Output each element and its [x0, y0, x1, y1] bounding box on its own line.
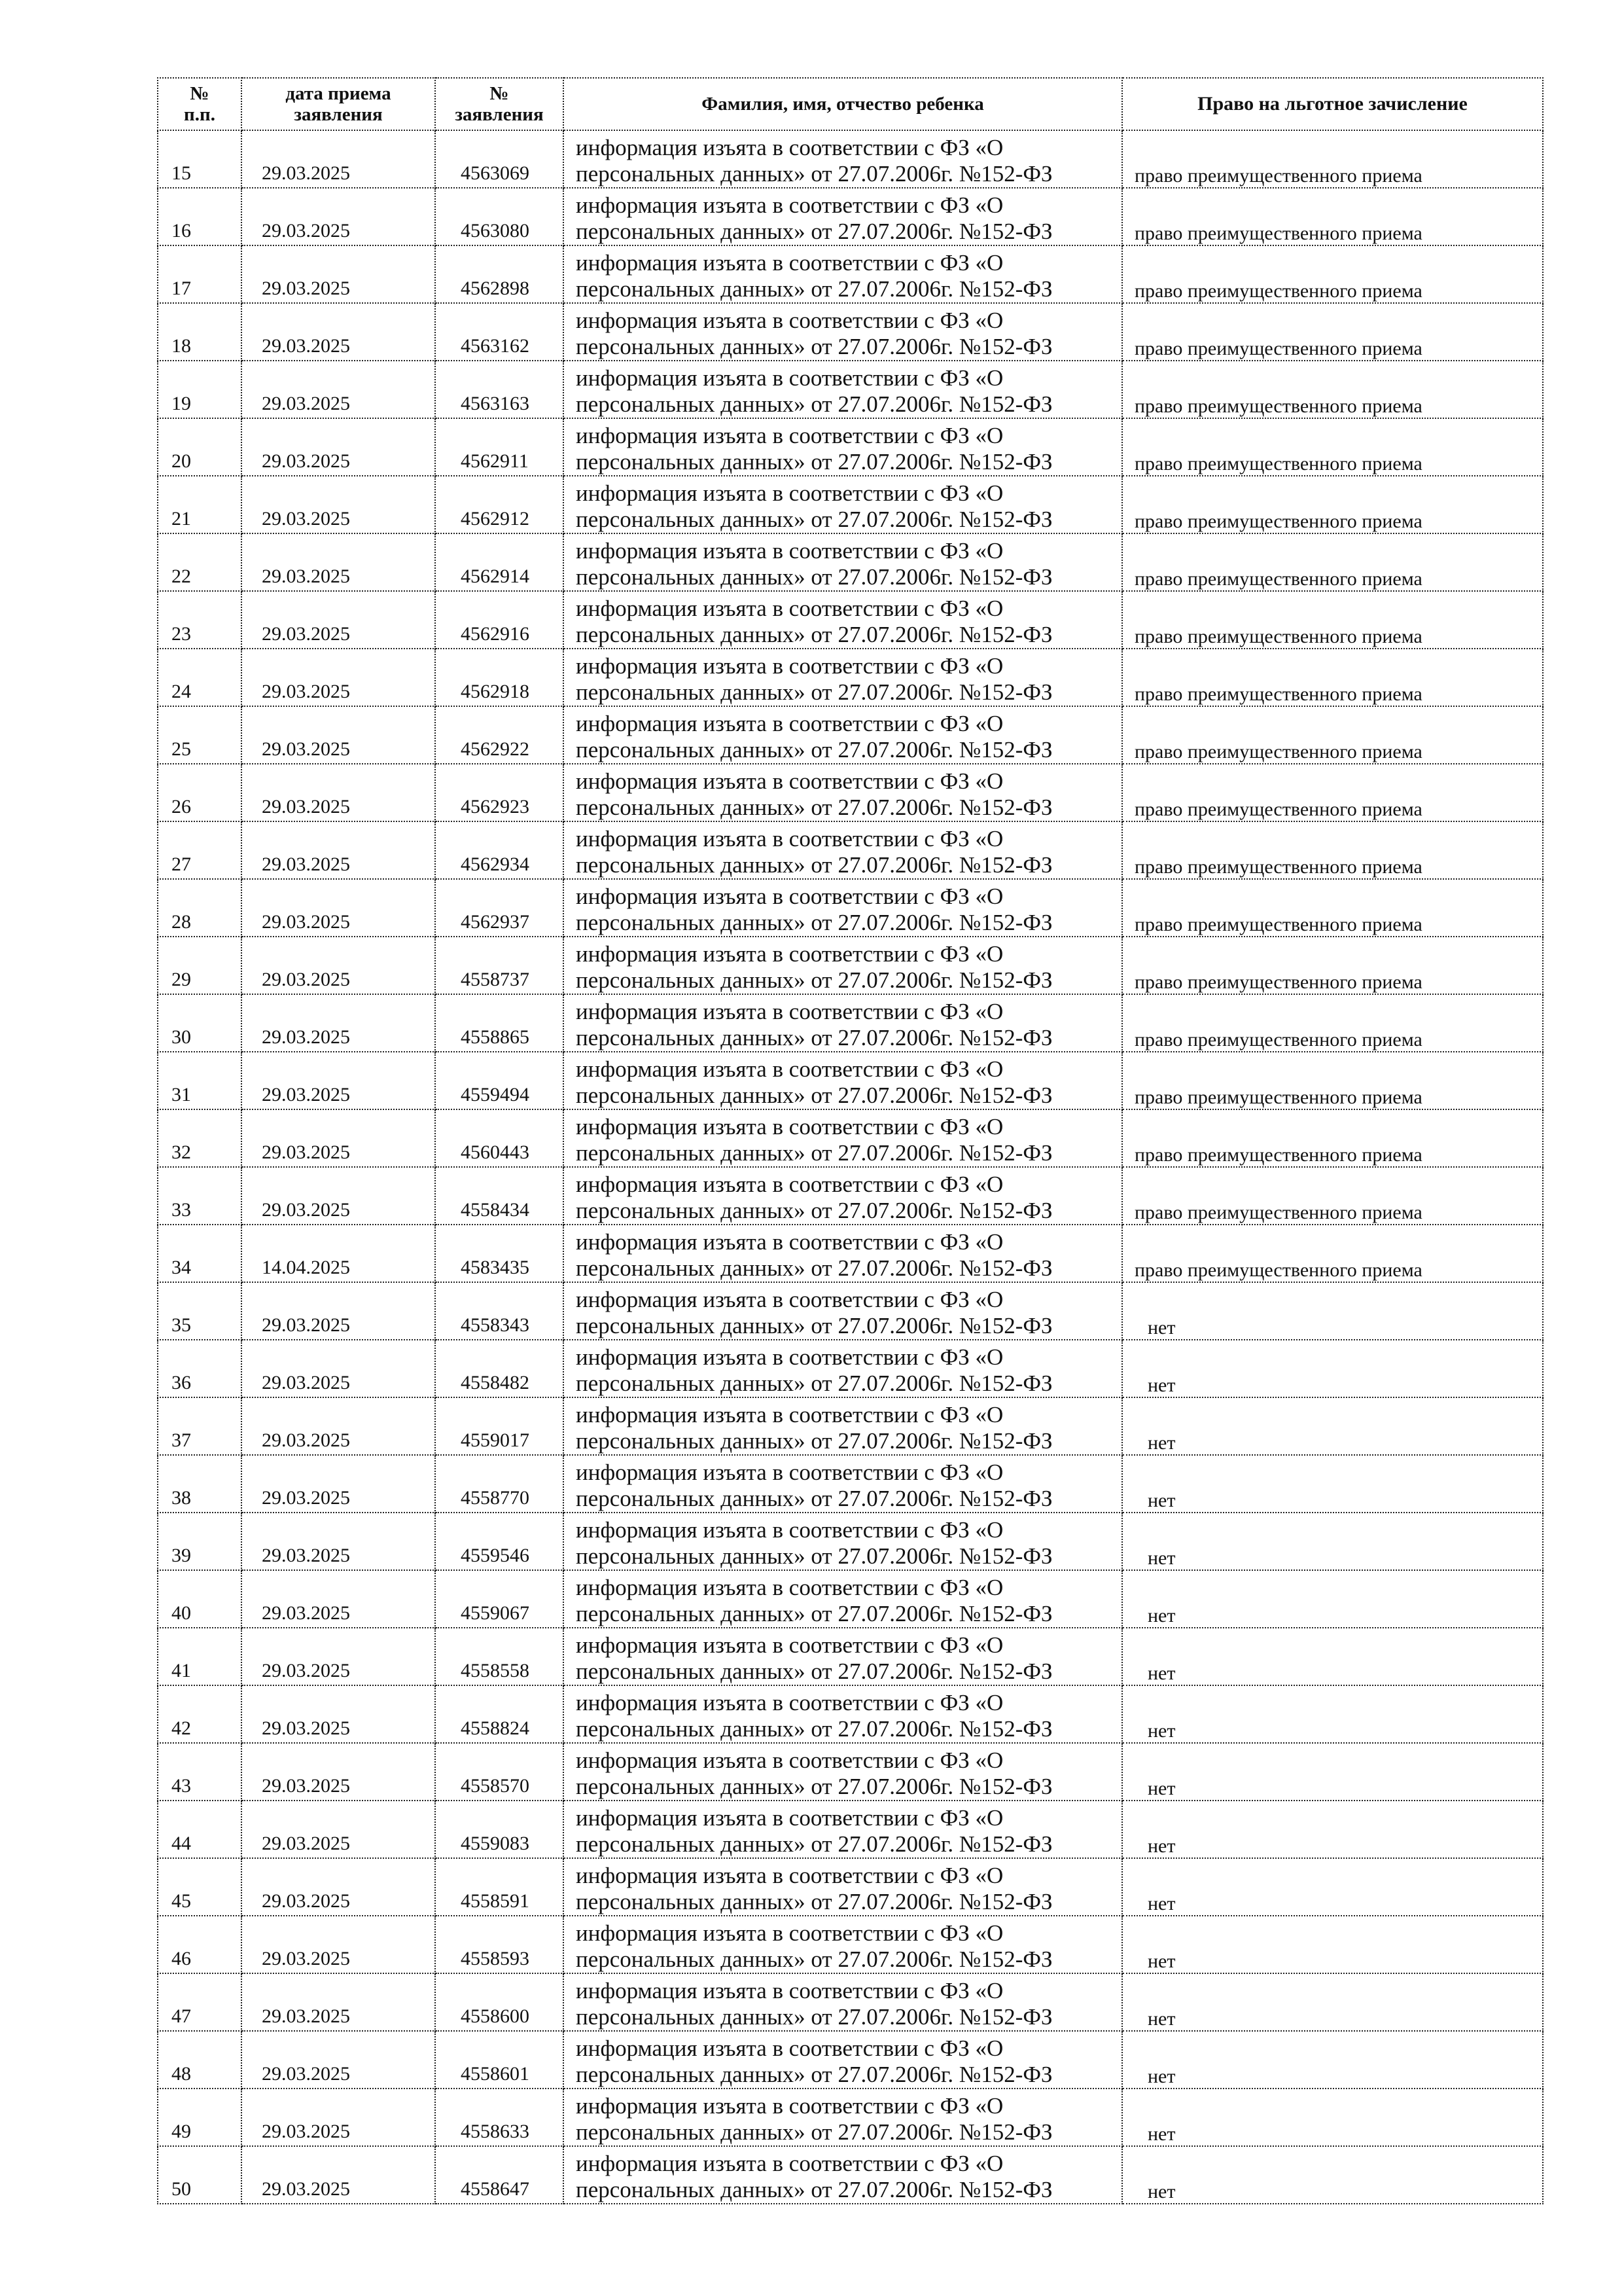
application-date-cell: 29.03.2025 [241, 994, 435, 1052]
application-date-cell: 29.03.2025 [241, 533, 435, 591]
application-date-cell: 29.03.2025 [241, 1340, 435, 1397]
table-row [158, 649, 1543, 706]
application-number-cell: 4558591 [435, 1858, 563, 1916]
preferential-right-cell: право преимущественного приема [1122, 649, 1543, 706]
header-child-name: Фамилия, имя, отчество ребенка [563, 78, 1122, 130]
table-row [158, 821, 1543, 879]
preferential-right-cell: право преимущественного приема [1122, 764, 1543, 821]
application-date-cell: 29.03.2025 [241, 418, 435, 476]
application-date-cell: 29.03.2025 [241, 1282, 435, 1340]
application-date-cell: 14.04.2025 [241, 1225, 435, 1282]
application-number-cell: 4558824 [435, 1685, 563, 1743]
preferential-right-cell: нет [1122, 1455, 1543, 1513]
application-number-cell: 4558434 [435, 1167, 563, 1225]
preferential-right-cell: нет [1122, 2031, 1543, 2089]
applications-table [157, 77, 1544, 2204]
child-name-cell: информация изъята в соответствии с ФЗ «О персональных данных» от 27.07.2006г. №152-ФЗ [563, 1858, 1122, 1916]
application-number-cell: 4563163 [435, 361, 563, 418]
table-row [158, 1685, 1543, 1743]
application-date-cell: 29.03.2025 [241, 1743, 435, 1801]
preferential-right-cell: право преимущественного приема [1122, 188, 1543, 245]
child-name-cell: информация изъята в соответствии с ФЗ «О персональных данных» от 27.07.2006г. №152-ФЗ [563, 1570, 1122, 1628]
application-number-cell: 4562923 [435, 764, 563, 821]
child-name-cell: информация изъята в соответствии с ФЗ «О персональных данных» от 27.07.2006г. №152-ФЗ [563, 994, 1122, 1052]
table-row [158, 1801, 1543, 1858]
application-number-cell: 4559067 [435, 1570, 563, 1628]
child-name-cell: информация изъята в соответствии с ФЗ «О персональных данных» от 27.07.2006г. №152-ФЗ [563, 1397, 1122, 1455]
application-date-cell: 29.03.2025 [241, 821, 435, 879]
application-number-cell: 4558865 [435, 994, 563, 1052]
table-row [158, 1225, 1543, 1282]
application-date-cell: 29.03.2025 [241, 1052, 435, 1109]
row-number-cell: 18 [158, 303, 241, 361]
application-number-cell: 4562916 [435, 591, 563, 649]
application-number-cell: 4560443 [435, 1109, 563, 1167]
application-number-cell: 4559546 [435, 1513, 563, 1570]
child-name-cell: информация изъята в соответствии с ФЗ «О персональных данных» от 27.07.2006г. №152-ФЗ [563, 361, 1122, 418]
application-number-cell: 4558593 [435, 1916, 563, 1973]
table-row [158, 1052, 1543, 1109]
application-number-cell: 4558770 [435, 1455, 563, 1513]
table-row [158, 1282, 1543, 1340]
preferential-right-cell: нет [1122, 1743, 1543, 1801]
application-number-cell: 4559017 [435, 1397, 563, 1455]
preferential-right-cell: право преимущественного приема [1122, 418, 1543, 476]
child-name-cell: информация изъята в соответствии с ФЗ «О персональных данных» от 27.07.2006г. №152-ФЗ [563, 1167, 1122, 1225]
application-number-cell: 4562937 [435, 879, 563, 937]
child-name-cell: информация изъята в соответствии с ФЗ «О персональных данных» от 27.07.2006г. №152-ФЗ [563, 706, 1122, 764]
row-number-cell: 32 [158, 1109, 241, 1167]
application-date-cell: 29.03.2025 [241, 361, 435, 418]
preferential-right-cell: нет [1122, 1570, 1543, 1628]
application-number-cell: 4559494 [435, 1052, 563, 1109]
application-date-cell: 29.03.2025 [241, 188, 435, 245]
table-row [158, 879, 1543, 937]
application-date-cell: 29.03.2025 [241, 1801, 435, 1858]
preferential-right-cell: право преимущественного приема [1122, 591, 1543, 649]
preferential-right-cell: право преимущественного приема [1122, 476, 1543, 533]
child-name-cell: информация изъята в соответствии с ФЗ «О персональных данных» от 27.07.2006г. №152-ФЗ [563, 1973, 1122, 2031]
application-number-cell: 4558600 [435, 1973, 563, 2031]
application-date-cell: 29.03.2025 [241, 1455, 435, 1513]
child-name-cell: информация изъята в соответствии с ФЗ «О персональных данных» от 27.07.2006г. №152-ФЗ [563, 937, 1122, 994]
child-name-cell: информация изъята в соответствии с ФЗ «О персональных данных» от 27.07.2006г. №152-ФЗ [563, 1916, 1122, 1973]
preferential-right-cell: право преимущественного приема [1122, 303, 1543, 361]
application-number-cell: 4558482 [435, 1340, 563, 1397]
row-number-cell: 19 [158, 361, 241, 418]
application-date-cell: 29.03.2025 [241, 1109, 435, 1167]
application-number-cell: 4558647 [435, 2146, 563, 2204]
table-row [158, 1397, 1543, 1455]
application-number-cell: 4558633 [435, 2089, 563, 2146]
child-name-cell: информация изъята в соответствии с ФЗ «О персональных данных» от 27.07.2006г. №152-ФЗ [563, 418, 1122, 476]
row-number-cell: 50 [158, 2146, 241, 2204]
preferential-right-cell: право преимущественного приема [1122, 533, 1543, 591]
application-date-cell: 29.03.2025 [241, 1858, 435, 1916]
row-number-cell: 33 [158, 1167, 241, 1225]
child-name-cell: информация изъята в соответствии с ФЗ «О персональных данных» от 27.07.2006г. №152-ФЗ [563, 476, 1122, 533]
preferential-right-cell: право преимущественного приема [1122, 821, 1543, 879]
application-number-cell: 4558570 [435, 1743, 563, 1801]
application-date-cell: 29.03.2025 [241, 1397, 435, 1455]
row-number-cell: 41 [158, 1628, 241, 1685]
application-number-cell: 4563069 [435, 130, 563, 188]
table-row [158, 303, 1543, 361]
header-row-number: № п.п. [158, 78, 241, 130]
child-name-cell: информация изъята в соответствии с ФЗ «О персональных данных» от 27.07.2006г. №152-ФЗ [563, 188, 1122, 245]
preferential-right-cell: нет [1122, 1858, 1543, 1916]
table-row [158, 1513, 1543, 1570]
child-name-cell: информация изъята в соответствии с ФЗ «О персональных данных» от 27.07.2006г. №152-ФЗ [563, 1109, 1122, 1167]
preferential-right-cell: нет [1122, 1973, 1543, 2031]
child-name-cell: информация изъята в соответствии с ФЗ «О персональных данных» от 27.07.2006г. №152-ФЗ [563, 533, 1122, 591]
child-name-cell: информация изъята в соответствии с ФЗ «О персональных данных» от 27.07.2006г. №152-ФЗ [563, 1513, 1122, 1570]
preferential-right-cell: право преимущественного приема [1122, 879, 1543, 937]
application-number-cell: 4562914 [435, 533, 563, 591]
header-preferential-right: Право на льготное зачисление [1122, 78, 1543, 130]
table-header [158, 78, 1543, 130]
table-row [158, 1858, 1543, 1916]
application-date-cell: 29.03.2025 [241, 1685, 435, 1743]
application-number-cell: 4558558 [435, 1628, 563, 1685]
row-number-cell: 37 [158, 1397, 241, 1455]
table-row [158, 1743, 1543, 1801]
child-name-cell: информация изъята в соответствии с ФЗ «О персональных данных» от 27.07.2006г. №152-ФЗ [563, 1455, 1122, 1513]
child-name-cell: информация изъята в соответствии с ФЗ «О персональных данных» от 27.07.2006г. №152-ФЗ [563, 591, 1122, 649]
table-row [158, 1570, 1543, 1628]
header-application-date: дата приема заявления [241, 78, 435, 130]
preferential-right-cell: нет [1122, 1513, 1543, 1570]
row-number-cell: 46 [158, 1916, 241, 1973]
header-application-number: № заявления [435, 78, 563, 130]
application-date-cell: 29.03.2025 [241, 649, 435, 706]
application-date-cell: 29.03.2025 [241, 1570, 435, 1628]
row-number-cell: 15 [158, 130, 241, 188]
child-name-cell: информация изъята в соответствии с ФЗ «О персональных данных» от 27.07.2006г. №152-ФЗ [563, 2031, 1122, 2089]
preferential-right-cell: нет [1122, 1340, 1543, 1397]
preferential-right-cell: право преимущественного приема [1122, 245, 1543, 303]
application-number-cell: 4563080 [435, 188, 563, 245]
preferential-right-cell: нет [1122, 1685, 1543, 1743]
row-number-cell: 27 [158, 821, 241, 879]
application-number-cell: 4562898 [435, 245, 563, 303]
document-page [157, 77, 1542, 2204]
row-number-cell: 36 [158, 1340, 241, 1397]
preferential-right-cell: право преимущественного приема [1122, 1167, 1543, 1225]
table-row [158, 2031, 1543, 2089]
preferential-right-cell: право преимущественного приема [1122, 1052, 1543, 1109]
row-number-cell: 24 [158, 649, 241, 706]
preferential-right-cell: право преимущественного приема [1122, 1109, 1543, 1167]
table-row [158, 476, 1543, 533]
table-row [158, 591, 1543, 649]
application-date-cell: 29.03.2025 [241, 1916, 435, 1973]
application-date-cell: 29.03.2025 [241, 1513, 435, 1570]
application-date-cell: 29.03.2025 [241, 303, 435, 361]
application-date-cell: 29.03.2025 [241, 2146, 435, 2204]
application-date-cell: 29.03.2025 [241, 591, 435, 649]
application-number-cell: 4558601 [435, 2031, 563, 2089]
child-name-cell: информация изъята в соответствии с ФЗ «О персональных данных» от 27.07.2006г. №152-ФЗ [563, 303, 1122, 361]
preferential-right-cell: право преимущественного приема [1122, 130, 1543, 188]
preferential-right-cell: нет [1122, 1628, 1543, 1685]
child-name-cell: информация изъята в соответствии с ФЗ «О персональных данных» от 27.07.2006г. №152-ФЗ [563, 2089, 1122, 2146]
table-row [158, 1973, 1543, 2031]
row-number-cell: 16 [158, 188, 241, 245]
row-number-cell: 34 [158, 1225, 241, 1282]
preferential-right-cell: нет [1122, 2146, 1543, 2204]
row-number-cell: 47 [158, 1973, 241, 2031]
application-date-cell: 29.03.2025 [241, 245, 435, 303]
table-row [158, 533, 1543, 591]
application-date-cell: 29.03.2025 [241, 937, 435, 994]
row-number-cell: 20 [158, 418, 241, 476]
child-name-cell: информация изъята в соответствии с ФЗ «О персональных данных» от 27.07.2006г. №152-ФЗ [563, 649, 1122, 706]
preferential-right-cell: право преимущественного приема [1122, 361, 1543, 418]
application-number-cell: 4562922 [435, 706, 563, 764]
application-number-cell: 4562912 [435, 476, 563, 533]
row-number-cell: 23 [158, 591, 241, 649]
preferential-right-cell: право преимущественного приема [1122, 706, 1543, 764]
preferential-right-cell: нет [1122, 1916, 1543, 1973]
table-row [158, 2089, 1543, 2146]
child-name-cell: информация изъята в соответствии с ФЗ «О персональных данных» от 27.07.2006г. №152-ФЗ [563, 2146, 1122, 2204]
application-number-cell: 4562918 [435, 649, 563, 706]
preferential-right-cell: право преимущественного приема [1122, 1225, 1543, 1282]
row-number-cell: 49 [158, 2089, 241, 2146]
table-row [158, 1455, 1543, 1513]
row-number-cell: 21 [158, 476, 241, 533]
row-number-cell: 48 [158, 2031, 241, 2089]
application-number-cell: 4562934 [435, 821, 563, 879]
preferential-right-cell: нет [1122, 1282, 1543, 1340]
table-row [158, 361, 1543, 418]
table-body [158, 130, 1543, 2204]
row-number-cell: 31 [158, 1052, 241, 1109]
table-row [158, 2146, 1543, 2204]
table-row [158, 706, 1543, 764]
row-number-cell: 39 [158, 1513, 241, 1570]
header-row [158, 78, 1543, 130]
child-name-cell: информация изъята в соответствии с ФЗ «О персональных данных» от 27.07.2006г. №152-ФЗ [563, 1743, 1122, 1801]
table-row [158, 1340, 1543, 1397]
application-date-cell: 29.03.2025 [241, 706, 435, 764]
child-name-cell: информация изъята в соответствии с ФЗ «О персональных данных» от 27.07.2006г. №152-ФЗ [563, 1282, 1122, 1340]
application-date-cell: 29.03.2025 [241, 476, 435, 533]
application-date-cell: 29.03.2025 [241, 2031, 435, 2089]
application-date-cell: 29.03.2025 [241, 2089, 435, 2146]
preferential-right-cell: право преимущественного приема [1122, 994, 1543, 1052]
row-number-cell: 35 [158, 1282, 241, 1340]
child-name-cell: информация изъята в соответствии с ФЗ «О персональных данных» от 27.07.2006г. №152-ФЗ [563, 245, 1122, 303]
table-row [158, 245, 1543, 303]
child-name-cell: информация изъята в соответствии с ФЗ «О персональных данных» от 27.07.2006г. №152-ФЗ [563, 1628, 1122, 1685]
row-number-cell: 45 [158, 1858, 241, 1916]
application-date-cell: 29.03.2025 [241, 879, 435, 937]
table-row [158, 1628, 1543, 1685]
row-number-cell: 25 [158, 706, 241, 764]
application-number-cell: 4563162 [435, 303, 563, 361]
table-row [158, 764, 1543, 821]
application-number-cell: 4562911 [435, 418, 563, 476]
table-row [158, 994, 1543, 1052]
table-row [158, 130, 1543, 188]
row-number-cell: 29 [158, 937, 241, 994]
child-name-cell: информация изъята в соответствии с ФЗ «О персональных данных» от 27.07.2006г. №152-ФЗ [563, 1225, 1122, 1282]
row-number-cell: 22 [158, 533, 241, 591]
row-number-cell: 26 [158, 764, 241, 821]
child-name-cell: информация изъята в соответствии с ФЗ «О персональных данных» от 27.07.2006г. №152-ФЗ [563, 764, 1122, 821]
table-row [158, 1167, 1543, 1225]
table-row [158, 418, 1543, 476]
child-name-cell: информация изъята в соответствии с ФЗ «О персональных данных» от 27.07.2006г. №152-ФЗ [563, 1801, 1122, 1858]
child-name-cell: информация изъята в соответствии с ФЗ «О персональных данных» от 27.07.2006г. №152-ФЗ [563, 1685, 1122, 1743]
row-number-cell: 43 [158, 1743, 241, 1801]
table-row [158, 1109, 1543, 1167]
row-number-cell: 30 [158, 994, 241, 1052]
table-row [158, 937, 1543, 994]
application-date-cell: 29.03.2025 [241, 130, 435, 188]
row-number-cell: 42 [158, 1685, 241, 1743]
row-number-cell: 44 [158, 1801, 241, 1858]
preferential-right-cell: право преимущественного приема [1122, 937, 1543, 994]
row-number-cell: 28 [158, 879, 241, 937]
application-date-cell: 29.03.2025 [241, 1167, 435, 1225]
application-number-cell: 4583435 [435, 1225, 563, 1282]
table-row [158, 1916, 1543, 1973]
application-date-cell: 29.03.2025 [241, 764, 435, 821]
preferential-right-cell: нет [1122, 2089, 1543, 2146]
preferential-right-cell: нет [1122, 1397, 1543, 1455]
application-number-cell: 4558343 [435, 1282, 563, 1340]
row-number-cell: 38 [158, 1455, 241, 1513]
row-number-cell: 40 [158, 1570, 241, 1628]
application-date-cell: 29.03.2025 [241, 1628, 435, 1685]
child-name-cell: информация изъята в соответствии с ФЗ «О персональных данных» от 27.07.2006г. №152-ФЗ [563, 1052, 1122, 1109]
child-name-cell: информация изъята в соответствии с ФЗ «О персональных данных» от 27.07.2006г. №152-ФЗ [563, 879, 1122, 937]
preferential-right-cell: нет [1122, 1801, 1543, 1858]
child-name-cell: информация изъята в соответствии с ФЗ «О персональных данных» от 27.07.2006г. №152-ФЗ [563, 821, 1122, 879]
child-name-cell: информация изъята в соответствии с ФЗ «О персональных данных» от 27.07.2006г. №152-ФЗ [563, 1340, 1122, 1397]
application-number-cell: 4559083 [435, 1801, 563, 1858]
child-name-cell: информация изъята в соответствии с ФЗ «О персональных данных» от 27.07.2006г. №152-ФЗ [563, 130, 1122, 188]
table-row [158, 188, 1543, 245]
application-date-cell: 29.03.2025 [241, 1973, 435, 2031]
application-number-cell: 4558737 [435, 937, 563, 994]
row-number-cell: 17 [158, 245, 241, 303]
